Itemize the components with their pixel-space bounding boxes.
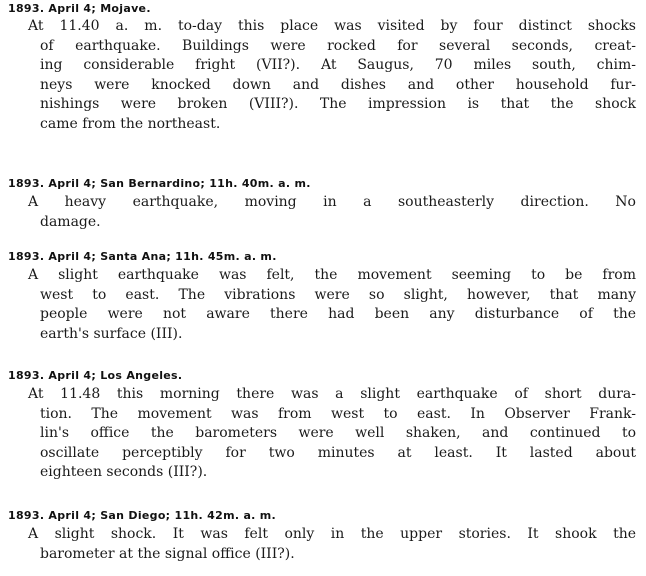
body-line: At 11.48 this morning there was a slight earthquake of short dura- <box>28 386 636 402</box>
body-line: of earthquake. Buildings were rocked for several seconds, creat- <box>40 37 636 54</box>
body-line: ing considerable fright (VII?). At Saugus, 70 miles south, chim- <box>40 57 636 74</box>
body-line: nishings were broken (VIII?). The impression is that the shock <box>40 96 636 113</box>
body-line: lin's office the barometers were well shaken, and continued to <box>40 425 636 442</box>
body-line: people were not aware there had been any disturbance of the <box>40 306 636 323</box>
body-line: tion. The movement was from west to east. In Observer Frank- <box>40 405 636 422</box>
body-line: came from the northeast. <box>40 115 221 132</box>
entry-body <box>10 17 636 135</box>
body-line: damage. <box>40 213 101 230</box>
entry-heading: 1893. April 4; Santa Ana; 11h. 45m. a. m. <box>8 250 277 263</box>
body-line: At 11.40 a. m. to-day this place was visited by four distinct shocks <box>28 18 636 34</box>
entry-heading: 1893. April 4; Mojave. <box>8 2 151 15</box>
entry-body <box>10 385 636 483</box>
body-line: oscillate perceptibly for two minutes at least. It lasted about <box>40 444 636 461</box>
body-line: A heavy earthquake, moving in a southeasterly direction. No <box>28 194 636 210</box>
entry-body <box>10 525 636 564</box>
body-line: west to east. The vibrations were so slight, however, that many <box>40 286 636 303</box>
body-line: A slight shock. It was felt only in the upper stories. It shook the <box>28 526 636 542</box>
entry-heading: 1893. April 4; San Bernardino; 11h. 40m. a. m. <box>8 177 311 190</box>
entry-body <box>10 266 636 344</box>
body-line: eighteen seconds (III?). <box>40 464 208 481</box>
body-line: barometer at the signal office (III?). <box>40 545 295 562</box>
entry-heading: 1893. April 4; Los Angeles. <box>8 369 183 382</box>
body-line: earth's surface (III). <box>40 325 183 342</box>
entry-body <box>10 193 636 232</box>
body-line: A slight earthquake was felt, the movement seeming to be from <box>28 267 636 283</box>
body-line: neys were knocked down and dishes and other household fur- <box>40 76 636 93</box>
entry-heading: 1893. April 4; San Diego; 11h. 42m. a. m. <box>8 509 277 522</box>
